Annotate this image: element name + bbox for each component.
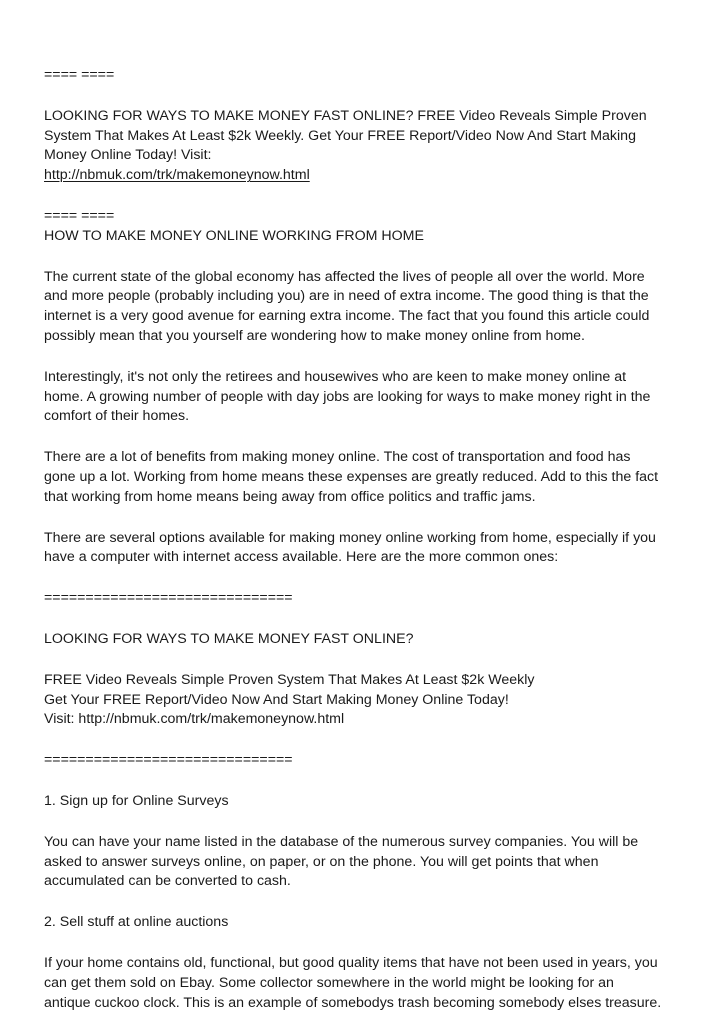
paragraph-line: possibly mean that you yourself are wondering how to make money online from home. — [44, 327, 585, 344]
section-1-body — [44, 833, 694, 892]
spacer — [44, 609, 694, 630]
paragraph-line: There are several options available for making money online working from home, especially if you — [44, 529, 656, 546]
spacer — [44, 427, 694, 448]
paragraph-1 — [44, 268, 694, 347]
promo-line: System That Makes At Least $2k Weekly. Get Your FREE Report/Video Now And Start Making — [44, 127, 636, 144]
spacer — [44, 771, 694, 792]
equals-divider: ============================== — [44, 752, 293, 769]
article-title: HOW TO MAKE MONEY ONLINE WORKING FROM HOME — [44, 227, 424, 244]
promo-line: FREE Video Reveals Simple Proven System That Makes At Least $2k Weekly — [44, 671, 535, 688]
paragraph-line: You can have your name listed in the database of the numerous survey companies. You will be — [44, 833, 639, 850]
spacer — [44, 568, 694, 589]
paragraph-line: accumulated can be converted to cash. — [44, 873, 291, 890]
spacer — [44, 730, 694, 751]
section-heading: 1. Sign up for Online Surveys — [44, 792, 229, 809]
paragraph-line: and more people (probably including you) are in need of extra income. The good thing is that the — [44, 288, 649, 305]
spacer — [44, 186, 694, 207]
paragraph-line: antique cuckoo clock. This is an example of somebodys trash becoming somebody elses treasure. — [44, 994, 662, 1011]
promo-line: Visit: http://nbmuk.com/trk/makemoneynow.html — [44, 711, 345, 728]
paragraph-line: have a computer with internet access available. Here are the more common ones: — [44, 549, 559, 566]
paragraph-line: home. A growing number of people with day jobs are looking for ways to make money right in the — [44, 388, 651, 405]
paragraph-line: asked to answer surveys online, on paper, or on the phone. You will get points that when — [44, 853, 599, 870]
paragraph-2 — [44, 368, 694, 427]
promo-block-middle — [44, 671, 694, 730]
section-2-body — [44, 954, 694, 1013]
section-heading: 2. Sell stuff at online auctions — [44, 914, 229, 931]
paragraph-line: Interestingly, it's not only the retirees and housewives who are keen to make money online at — [44, 368, 627, 385]
paragraph-3 — [44, 448, 694, 507]
paragraph-line: can get them sold on Ebay. Some collector somewhere in the world might be looking for an — [44, 974, 614, 991]
paragraph-line: internet is a very good avenue for earning extra income. The fact that you found this article could — [44, 308, 650, 325]
spacer — [44, 892, 694, 913]
document-page — [44, 66, 694, 1013]
paragraph-line: gone up a lot. Working from home means these expenses are greatly reduced. Add to this the fact — [44, 468, 659, 485]
spacer — [44, 86, 694, 107]
promo-block-top — [44, 107, 694, 186]
promo-link[interactable]: http://nbmuk.com/trk/makemoneynow.html — [44, 167, 310, 184]
promo-line: LOOKING FOR WAYS TO MAKE MONEY FAST ONLINE? FREE Video Reveals Simple Proven — [44, 107, 647, 124]
spacer — [44, 247, 694, 268]
spacer — [44, 933, 694, 954]
paragraph-line: The current state of the global economy has affected the lives of people all over the world. More — [44, 268, 645, 285]
promo-line: Get Your FREE Report/Video Now And Start Making Money Online Today! — [44, 691, 509, 708]
header-divider: ==== ==== — [44, 67, 115, 83]
paragraph-line: If your home contains old, functional, but good quality items that have not been used in years, you — [44, 954, 658, 971]
equals-divider: ============================== — [44, 590, 293, 607]
section-divider: ==== ==== — [44, 207, 115, 224]
spacer — [44, 508, 694, 529]
paragraph-line: that working from home means being away from office politics and traffic jams. — [44, 488, 536, 505]
paragraph-line: comfort of their homes. — [44, 408, 190, 425]
spacer — [44, 347, 694, 368]
spacer — [44, 812, 694, 833]
paragraph-4 — [44, 529, 694, 569]
paragraph-line: There are a lot of benefits from making money online. The cost of transportation and food has — [44, 449, 631, 466]
spacer — [44, 650, 694, 671]
promo-line: Money Online Today! Visit: — [44, 147, 212, 164]
promo-heading: LOOKING FOR WAYS TO MAKE MONEY FAST ONLINE? — [44, 630, 414, 647]
